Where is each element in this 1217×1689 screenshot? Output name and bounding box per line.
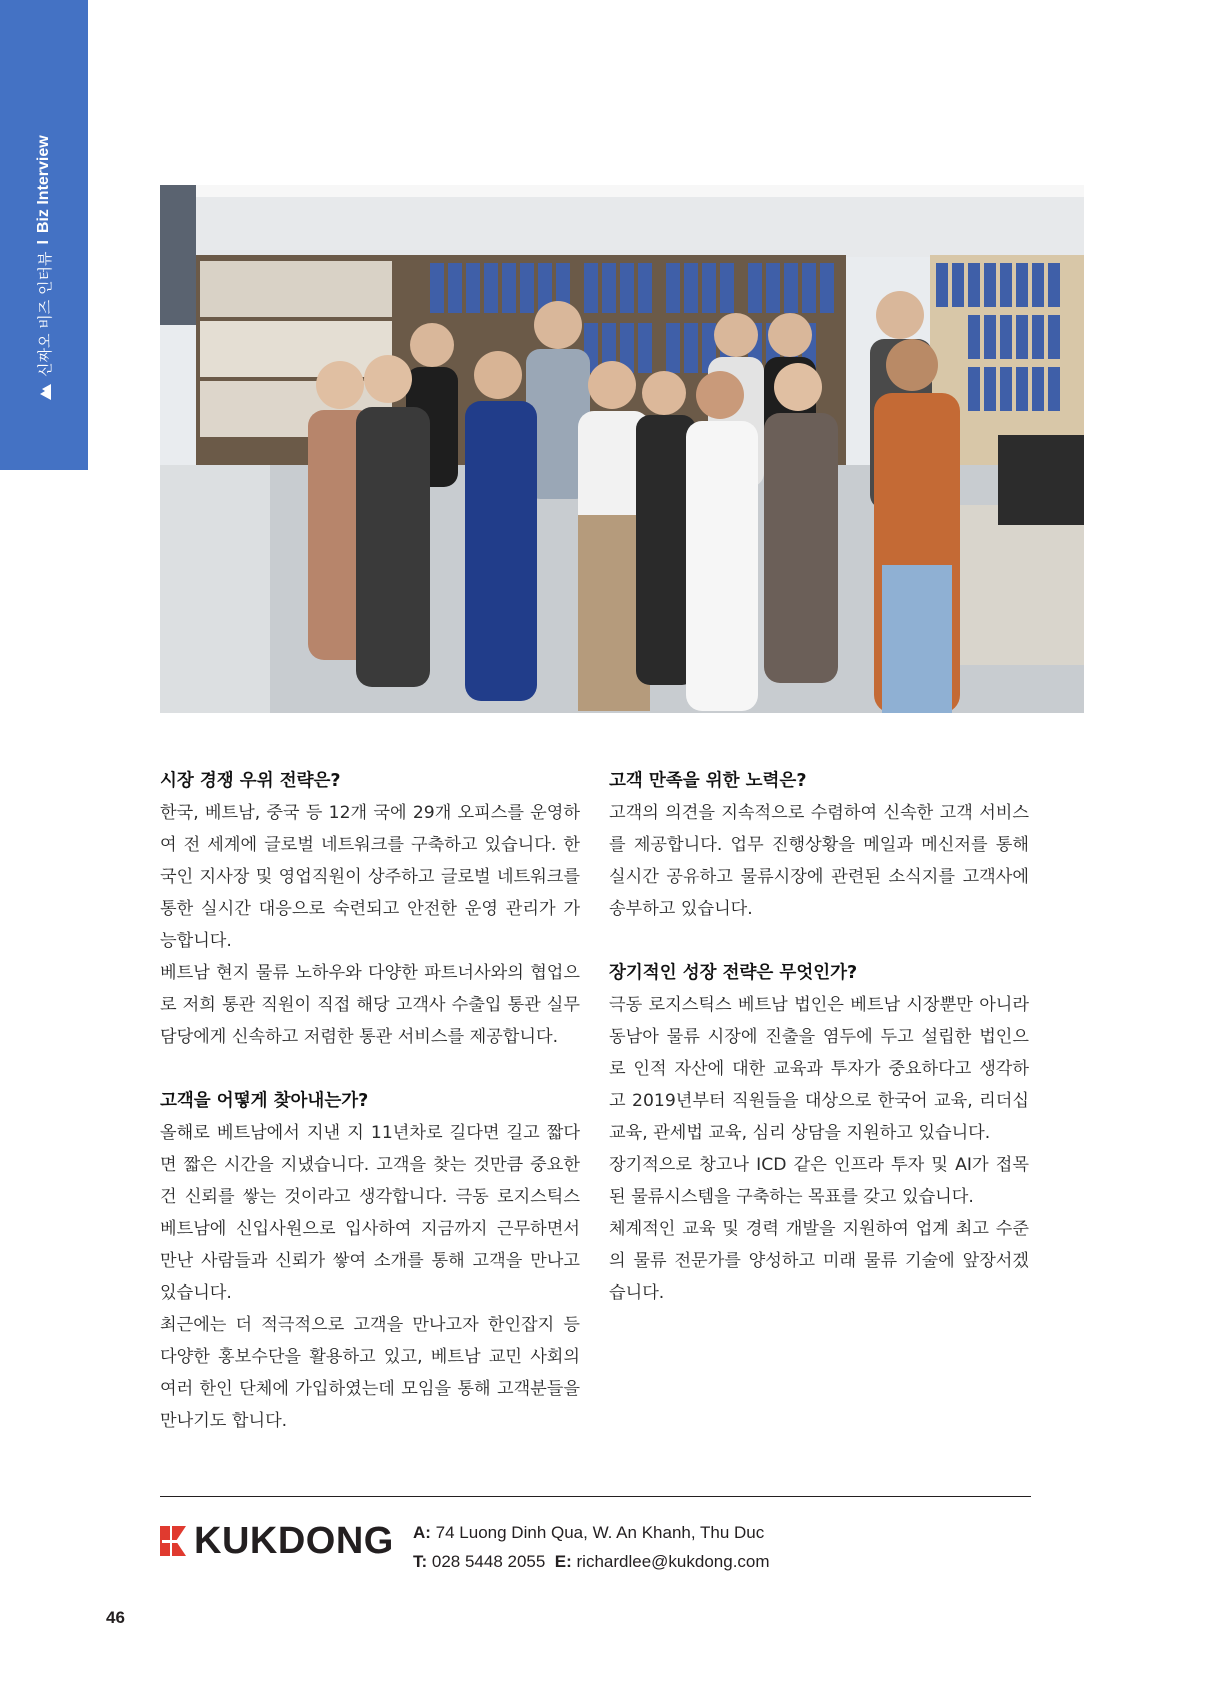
phone-label: T: [413,1552,428,1571]
answer-paragraph: 한국, 베트남, 중국 등 12개 국에 29개 오피스를 운영하여 전 세계에 글로벌 네트워크를 구축하고 있습니다. 한국인 지사장 및 영업직원이 상주하고 글로벌 네트워크를 통한 실시간 대응으로 숙련되고 안전한 운영 관리가 가능합니다. [160,803,580,951]
team-group-photo [160,185,1084,713]
question-heading: 장기적인 성장 전략은 무엇인가? [609,963,858,983]
section-english-label: Biz Interview [35,135,52,234]
answer-paragraph: 베트남 현지 물류 노하우와 다양한 파트너사와의 협업으로 저희 통관 직원이 직접 해당 고객사 수출입 통관 실무 담당에게 신속하고 저렴한 통관 서비스를 제공합니다. [160,963,580,1047]
question-heading: 고객 만족을 위한 노력은? [609,771,807,791]
article-right-column [609,765,1029,1309]
kukdong-logo [160,1520,394,1562]
logo-wordmark: KUKDONG [194,1520,394,1562]
question-heading: 고객을 어떻게 찾아내는가? [160,1091,369,1111]
section-korean-label: 신짜오 비즈 인터뷰 [35,251,54,377]
question-heading: 시장 경쟁 우위 전략은? [160,771,341,791]
phone-email-line [413,1547,770,1576]
footer-divider [160,1496,1031,1497]
answer-paragraph: 극동 로지스틱스 베트남 법인은 베트남 시장뿐만 아니라 동남아 물류 시장에 진출을 염두에 두고 설립한 법인으로 인적 자산에 대한 교육과 투자가 중요하다고 생각하고 2019년부터 직원들을 대상으로 한국어 교육, 리더십 교육, 관세법 교육, 심리 상담을 지원하고 있습니다. [609,995,1029,1143]
section-separator: I [35,240,52,245]
answer-paragraph: 올해로 베트남에서 지낸 지 11년차로 길다면 길고 짧다면 짧은 시간을 지냈습니다. 고객을 찾는 것만큼 중요한 건 신뢰를 쌓는 것이라고 생각합니다. 극동 로지스틱스 베트남에 신입사원으로 입사하여 지금까지 근무하면서 만난 사람들과 신뢰가 쌓여 소개를 통해 고객을 만나고 있습니다. [160,1123,580,1303]
answer-paragraph: 고객의 의견을 지속적으로 수렴하여 신속한 고객 서비스를 제공합니다. 업무 진행상황을 메일과 메신저를 통해 실시간 공유하고 물류시장에 관련된 소식지를 고객사에 송부하고 있습니다. [609,803,1029,919]
contact-info [413,1518,770,1576]
email-value[interactable]: richardlee@kukdong.com [571,1552,770,1571]
section-side-tab [0,0,88,470]
kukdong-logo-mark-icon [160,1522,188,1560]
page-number: 46 [106,1608,125,1627]
section-tab-label [32,100,56,400]
address-line [413,1518,770,1547]
email-label: E: [554,1552,572,1571]
group-photo [160,185,1084,713]
article-left-column [160,765,580,1437]
address-value: 74 Luong Dinh Qua, W. An Khanh, Thu Duc [430,1523,765,1542]
mountain-icon [37,384,51,400]
answer-paragraph: 체계적인 교육 및 경력 개발을 지원하여 업계 최고 수준의 물류 전문가를 양성하고 미래 물류 기술에 앞장서겠습니다. [609,1219,1029,1303]
answer-paragraph: 최근에는 더 적극적으로 고객을 만나고자 한인잡지 등 다양한 홍보수단을 활용하고 있고, 베트남 교민 사회의 여러 한인 단체에 가입하였는데 모임을 통해 고객분들을 만나기도 합니다. [160,1315,580,1431]
phone-value: 028 5448 2055 [427,1552,546,1571]
address-label: A: [413,1523,431,1542]
answer-paragraph: 장기적으로 창고나 ICD 같은 인프라 투자 및 AI가 접목된 물류시스템을 구축하는 목표를 갖고 있습니다. [609,1155,1029,1207]
